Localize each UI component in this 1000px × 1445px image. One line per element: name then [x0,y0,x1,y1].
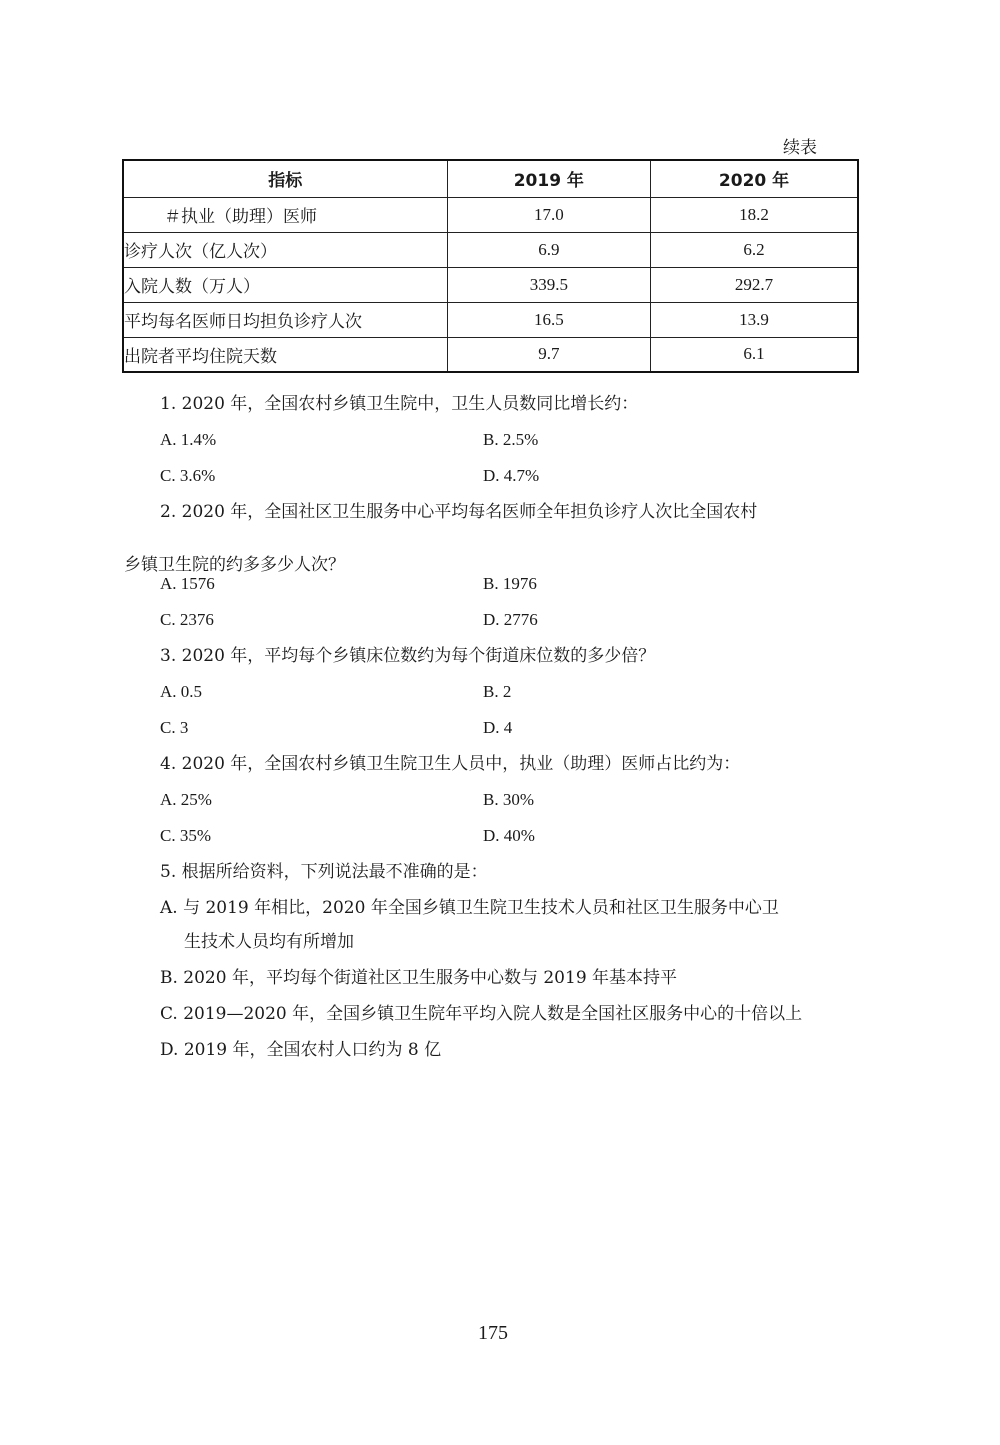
question-5-option-a: A. 与 2019 年相比，2020 年全国乡镇卫生院卫生技术人员和社区卫生服务中心卫 [160,898,779,918]
value-2020: 6.1 [651,337,858,372]
table-header-row [123,160,858,197]
value-2019: 17.0 [447,197,650,232]
row-indicator: 出院者平均住院天数 [123,337,447,372]
table-row [123,337,858,372]
question-2-option-d: D. 2776 [483,610,538,629]
header-2020: 2020 年 [651,160,858,197]
question-1-option-b: B. 2.5% [483,430,539,449]
table-row [123,302,858,337]
question-2-stem: 2. 2020 年，全国社区卫生服务中心平均每名医师全年担负诊疗人次比全国农村 [160,502,758,522]
question-1-option-a: A. 1.4% [160,430,217,449]
value-2019: 339.5 [447,267,650,302]
question-3-option-b: B. 2 [483,682,512,701]
value-2020: 13.9 [651,302,858,337]
value-2019: 16.5 [447,302,650,337]
row-indicator: 入院人数（万人） [123,267,447,302]
header-indicator: 指标 [123,160,447,197]
question-5-option-c: C. 2019—2020 年，全国乡镇卫生院年平均入院人数是全国社区服务中心的十倍以上 [160,1004,803,1024]
question-2-stem-continued: 乡镇卫生院的约多多少人次？ [124,555,345,575]
continued-table-label: 续表 [783,138,817,158]
value-2020: 292.7 [651,267,858,302]
page-number: 175 [478,1322,508,1344]
question-2-option-b: B. 1976 [483,574,537,593]
question-3-stem: 3. 2020 年，平均每个乡镇床位数约为每个街道床位数的多少倍？ [160,646,656,666]
question-2-option-c: C. 2376 [160,610,214,629]
table-row [123,232,858,267]
statistics-table [122,159,859,373]
question-2-option-a: A. 1576 [160,574,215,593]
value-2019: 6.9 [447,232,650,267]
table-row [123,197,858,232]
row-indicator: 平均每名医师日均担负诊疗人次 [123,302,447,337]
table-row [123,267,858,302]
question-4-stem: 4. 2020 年，全国农村乡镇卫生院卫生人员中，执业（助理）医师占比约为： [160,754,741,774]
question-5-option-d: D. 2019 年，全国农村人口约为 8 亿 [160,1040,442,1060]
question-1-option-d: D. 4.7% [483,466,540,485]
question-4-option-a: A. 25% [160,790,212,809]
question-1-stem: 1. 2020 年，全国农村乡镇卫生院中，卫生人员数同比增长约： [160,394,639,414]
question-5-option-b: B. 2020 年，平均每个街道社区卫生服务中心数与 2019 年基本持平 [160,968,678,988]
question-5-option-a-continued: 生技术人员均有所增加 [184,932,354,952]
question-1-option-c: C. 3.6% [160,466,216,485]
question-5-stem: 5. 根据所给资料，下列说法最不准确的是： [160,862,488,882]
row-indicator: ＃执业（助理）医师 [123,197,447,232]
question-4-option-b: B. 30% [483,790,534,809]
value-2020: 6.2 [651,232,858,267]
value-2020: 18.2 [651,197,858,232]
question-3-option-c: C. 3 [160,718,189,737]
row-indicator: 诊疗人次（亿人次） [123,232,447,267]
question-4-option-c: C. 35% [160,826,211,845]
question-4-option-d: D. 40% [483,826,535,845]
header-2019: 2019 年 [447,160,650,197]
value-2019: 9.7 [447,337,650,372]
question-3-option-a: A. 0.5 [160,682,203,701]
question-3-option-d: D. 4 [483,718,513,737]
